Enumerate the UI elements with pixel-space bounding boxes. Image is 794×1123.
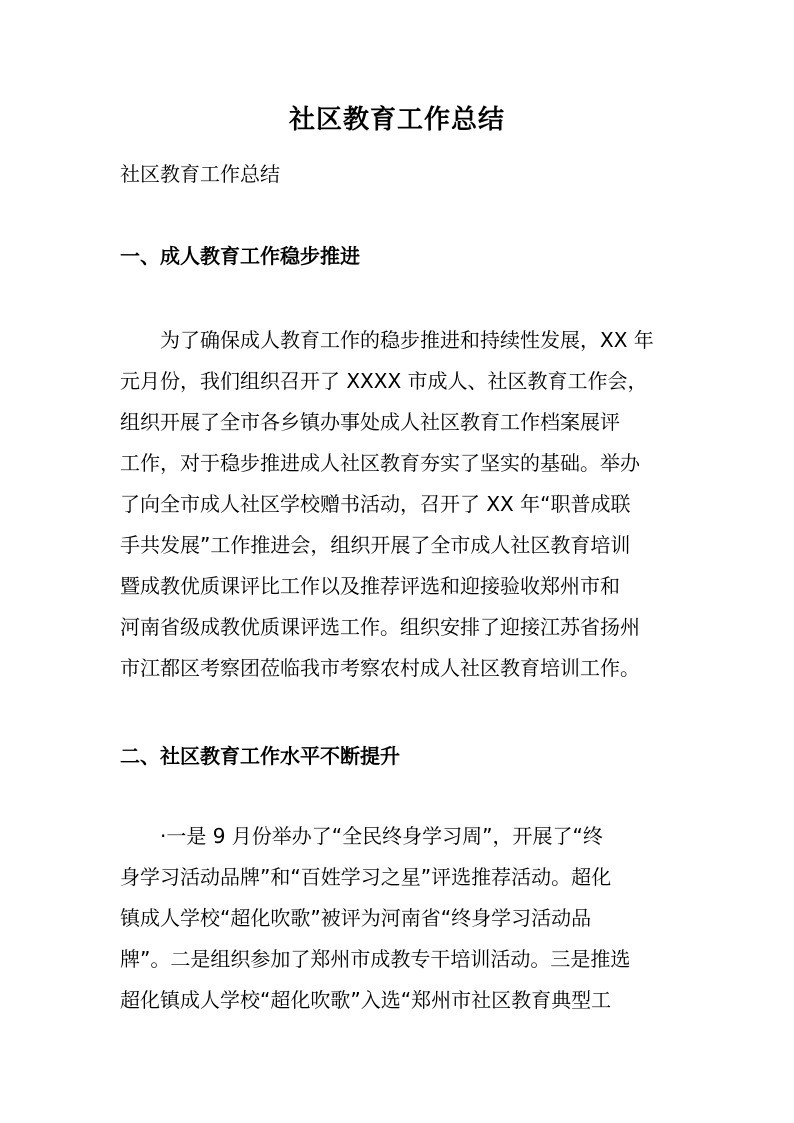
paragraph-line: 为了确保成人教育工作的稳步推进和持续性发展，XX 年	[160, 328, 654, 352]
paragraph-line: 身学习活动品牌”和“百姓学习之星”评选推荐活动。超化	[120, 865, 612, 889]
paragraph-line: 手共发展”工作推进会，组织开展了全市成人社区教育培训	[120, 533, 631, 557]
paragraph-line: 工作，对于稳步推进成人社区教育夯实了坚实的基础。举办	[120, 451, 640, 475]
document-title: 社区教育工作总结	[288, 105, 505, 135]
paragraph-line: 元月份，我们组织召开了 XXXX 市成人、社区教育工作会，	[120, 369, 648, 393]
section-2-heading: 二、社区教育工作水平不断提升	[120, 744, 400, 768]
paragraph-line: 了向全市成人社区学校赠书活动，召开了 XX 年“职普成联	[120, 492, 631, 516]
paragraph-line: 牌”。二是组织参加了郑州市成教专干培训活动。三是推选	[120, 947, 631, 971]
paragraph-line: 市江都区考察团莅临我市考察农村成人社区教育培训工作。	[120, 656, 640, 680]
document-subtitle: 社区教育工作总结	[120, 162, 280, 186]
paragraph-line: 超化镇成人学校“超化吹歌”入选“郑州市社区教育典型工	[120, 988, 612, 1012]
paragraph-line: 暨成教优质课评比工作以及推荐评选和迎接验收郑州市和	[120, 574, 620, 598]
paragraph-line: 河南省级成教优质课评选工作。组织安排了迎接江苏省扬州	[120, 615, 640, 639]
section-1-heading: 一、成人教育工作稳步推进	[120, 244, 360, 268]
section-1-paragraph	[120, 320, 680, 689]
paragraph-line: ·一是 9 月份举办了“全民终身学习周”，开展了“终	[160, 824, 603, 848]
section-2-paragraph	[120, 816, 680, 1021]
paragraph-line: 镇成人学校“超化吹歌”被评为河南省“终身学习活动品	[120, 906, 592, 930]
paragraph-line: 组织开展了全市各乡镇办事处成人社区教育工作档案展评	[120, 410, 620, 434]
